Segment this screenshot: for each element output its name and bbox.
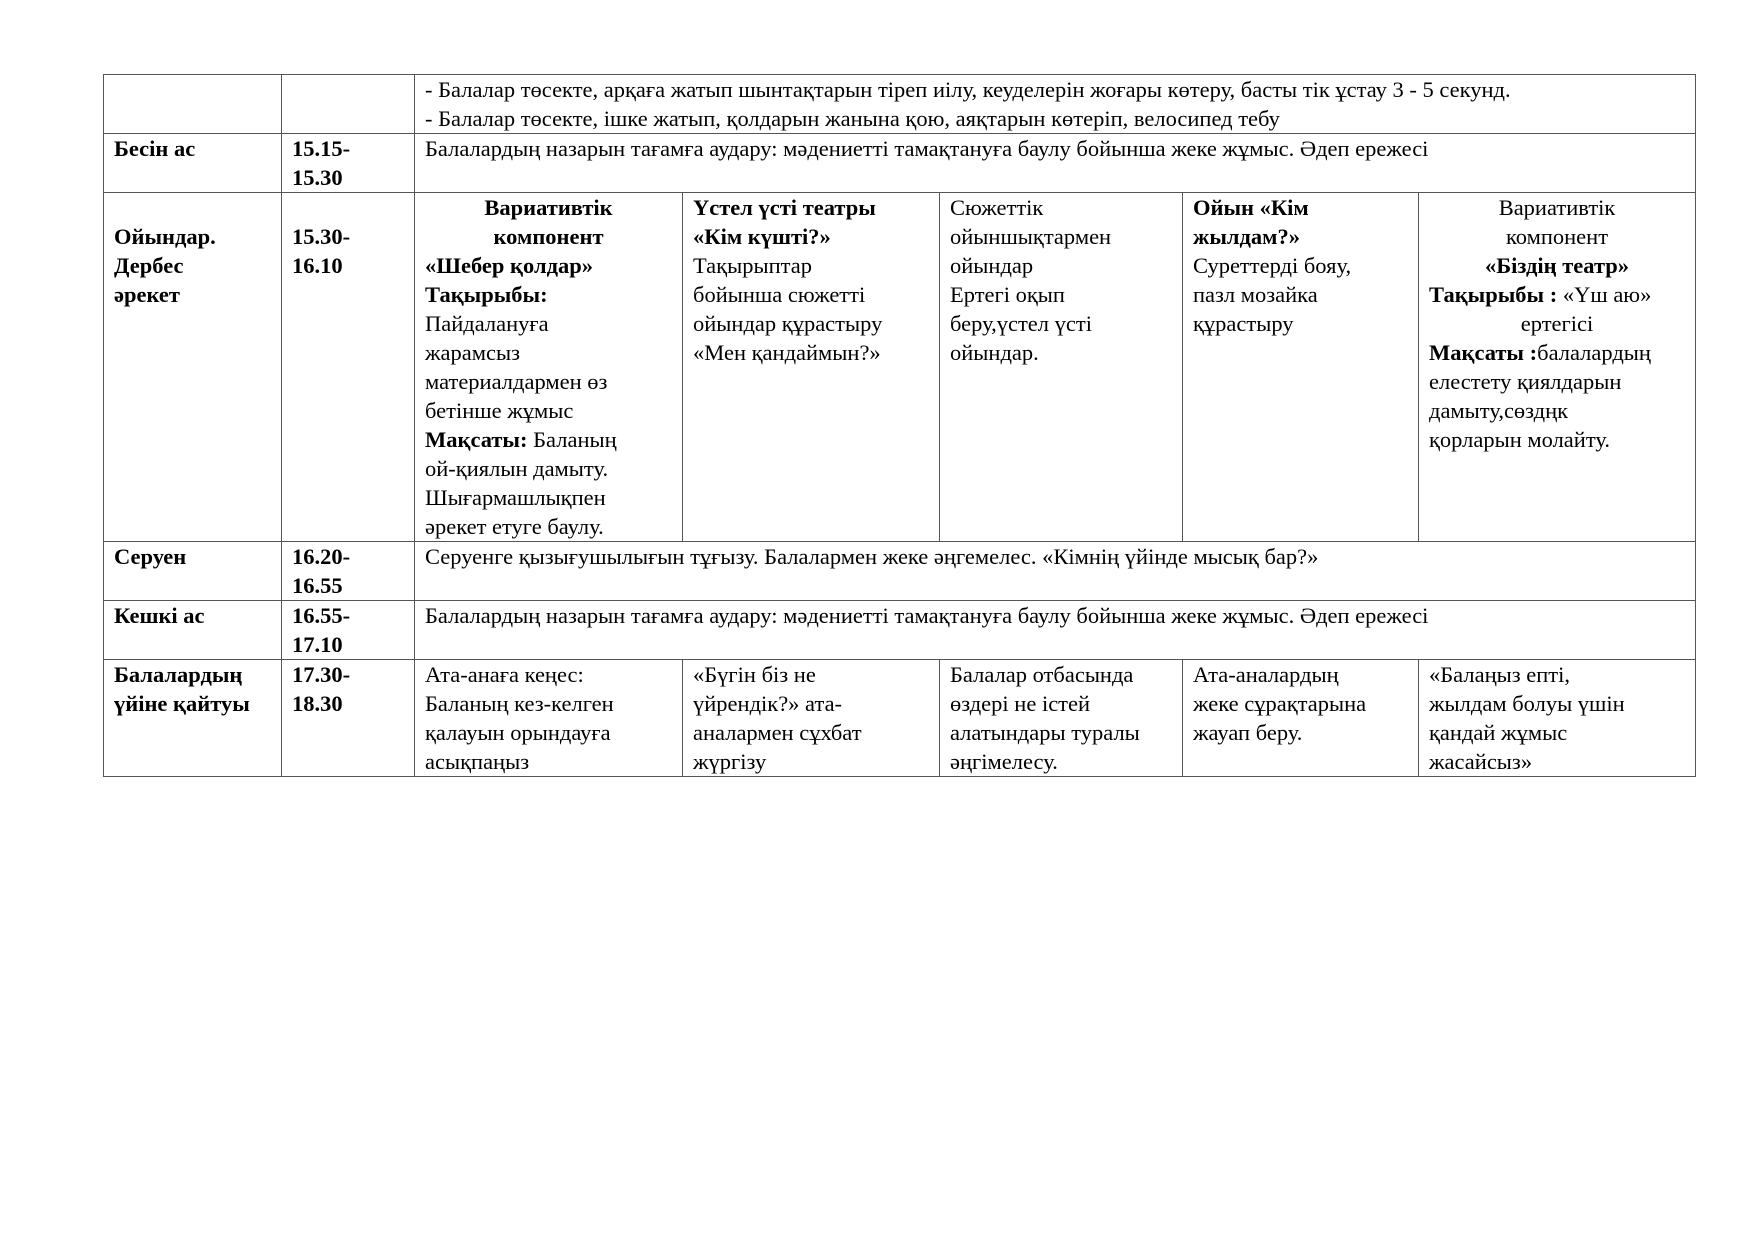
cell-line: әңгімелесу. bbox=[950, 749, 1058, 774]
cell-line: елестету қиялдарын bbox=[1429, 369, 1622, 394]
activity-cell-2 bbox=[683, 660, 940, 777]
cell-line: беру,үстел үсті bbox=[950, 311, 1092, 336]
cell-line: ойындар құрастыру bbox=[693, 311, 883, 336]
cell-line: Ата-аналардың bbox=[1193, 662, 1339, 687]
cell-line: Пайдалануға bbox=[425, 311, 549, 336]
schedule-table bbox=[103, 74, 1696, 777]
activity-cell-1 bbox=[415, 660, 683, 777]
cell-line: қандай жұмыс bbox=[1429, 720, 1568, 745]
cell-line: дамыту,сөздңк bbox=[1429, 398, 1569, 423]
cell-line: ойыншықтармен bbox=[950, 224, 1112, 249]
activity-content-cell bbox=[415, 601, 1696, 660]
table-row-oyindar bbox=[104, 193, 1696, 542]
cell-line: бетінше жұмыс bbox=[425, 398, 574, 423]
table-row-besin bbox=[104, 134, 1696, 193]
time-start: 16.20- bbox=[292, 544, 351, 569]
activity-cell-5 bbox=[1419, 660, 1696, 777]
cell-line: Вариативтік bbox=[1498, 195, 1616, 220]
activity-cell-3 bbox=[940, 660, 1183, 777]
cell-line: жылдам болуы үшін bbox=[1429, 691, 1625, 716]
cell-line: «Кім күшті?» bbox=[693, 224, 831, 249]
cell-line: компонент bbox=[493, 224, 604, 249]
cell-label: Мақсаты: bbox=[425, 427, 528, 452]
cell-line: Суреттерді бояу, bbox=[1193, 253, 1352, 278]
cell-line: «Балаңыз епті, bbox=[1429, 662, 1570, 687]
table-row-exercises bbox=[104, 75, 1696, 134]
activity-name-line-1: Ойындар. bbox=[114, 224, 216, 249]
cell-line: қалауын орындауға bbox=[425, 720, 611, 745]
activity-content-cell bbox=[415, 542, 1696, 601]
cell-line: Ертегі оқып bbox=[950, 282, 1065, 307]
activity-name-line-3: әрекет bbox=[114, 282, 180, 307]
cell-line: бойынша сюжетті bbox=[693, 282, 866, 307]
activity-name-line-2: Дербес bbox=[114, 253, 184, 278]
cell-line: Сюжеттік bbox=[950, 195, 1044, 220]
cell-line: жарамсыз bbox=[425, 340, 520, 365]
cell-line bbox=[425, 425, 672, 454]
time-cell bbox=[282, 542, 415, 601]
cell-line: Тақырыбы: bbox=[425, 282, 548, 307]
time-start: 17.30- bbox=[292, 662, 351, 687]
cell-line: «Бүгін біз не bbox=[693, 662, 816, 687]
time-start: 15.15- bbox=[292, 136, 351, 161]
table-row-uiine bbox=[104, 660, 1696, 777]
cell-line: Баланың кез-келген bbox=[425, 691, 614, 716]
cell-text: «Үш аю» bbox=[1557, 282, 1652, 307]
time-start: 16.55- bbox=[292, 603, 351, 628]
time-end: 18.30 bbox=[292, 691, 343, 716]
cell-line: алатындары туралы bbox=[950, 720, 1140, 745]
time-cell bbox=[282, 134, 415, 193]
cell-line: «Біздің театр» bbox=[1485, 253, 1630, 278]
activity-name: Кешкі ас bbox=[114, 603, 205, 628]
cell-line: ойындар bbox=[950, 253, 1034, 278]
activity-name-cell bbox=[104, 75, 282, 134]
cell-line: жауап беру. bbox=[1193, 720, 1303, 745]
cell-line: әрекет етуге баулу. bbox=[425, 514, 604, 539]
activity-name-cell bbox=[104, 542, 282, 601]
time-end: 16.55 bbox=[292, 573, 343, 598]
cell-label: Тақырыбы : bbox=[1429, 282, 1558, 307]
activity-text: Балалардың назарын тағамға аудару: мәдениетті тамақтануға баулу бойынша жеке жұмыс. Әдеп ережесі bbox=[425, 603, 1429, 628]
cell-line: жылдам?» bbox=[1193, 224, 1300, 249]
time-start: 15.30- bbox=[292, 224, 351, 249]
activity-name: Бесін ас bbox=[114, 136, 196, 161]
activity-cell-4 bbox=[1183, 660, 1419, 777]
activity-cell-3 bbox=[940, 193, 1183, 542]
cell-line: «Мен қандаймын?» bbox=[693, 340, 881, 365]
activity-content-cell bbox=[415, 75, 1696, 134]
cell-line: жүргізу bbox=[693, 749, 767, 774]
cell-line: ертегісі bbox=[1520, 311, 1594, 336]
time-cell bbox=[282, 75, 415, 134]
activity-text: Балалардың назарын тағамға аудару: мәдениетті тамақтануға баулу бойынша жеке жұмыс. Әдеп ережесі bbox=[425, 136, 1429, 161]
cell-line: Үстел үсті театры bbox=[693, 195, 876, 220]
cell-line: өздері не істей bbox=[950, 691, 1091, 716]
cell-line: «Шебер қолдар» bbox=[425, 253, 593, 278]
cell-line bbox=[1429, 338, 1685, 367]
activity-text: Серуенге қызығушылығын тұғызу. Балалармен жеке әңгемелес. «Кімнің үйінде мысық бар?» bbox=[425, 544, 1319, 569]
cell-text: балалардың bbox=[1537, 340, 1651, 365]
cell-line: асықпаңыз bbox=[425, 749, 530, 774]
cell-line: ой-қиялын дамыту. bbox=[425, 456, 609, 481]
cell-line: қорларын молайту. bbox=[1429, 427, 1610, 452]
cell-line: жасайсыз» bbox=[1429, 749, 1533, 774]
cell-label: Мақсаты : bbox=[1429, 340, 1538, 365]
table-row-keshki bbox=[104, 601, 1696, 660]
time-end: 16.10 bbox=[292, 253, 343, 278]
cell-line: материалдармен өз bbox=[425, 369, 608, 394]
activity-name-line-1: Балалардың bbox=[114, 662, 243, 687]
activity-content-cell bbox=[415, 134, 1696, 193]
cell-line: Ойын «Кім bbox=[1193, 195, 1309, 220]
time-cell bbox=[282, 660, 415, 777]
activity-cell-5 bbox=[1419, 193, 1696, 542]
cell-line: пазл мозайка bbox=[1193, 282, 1318, 307]
time-cell bbox=[282, 601, 415, 660]
cell-line: Балалар отбасында bbox=[950, 662, 1134, 687]
cell-line: Тақырыптар bbox=[693, 253, 812, 278]
table-row-seruen bbox=[104, 542, 1696, 601]
activity-name-cell bbox=[104, 134, 282, 193]
exercise-line-2: - Балалар төсекте, ішке жатып, қолдарын жанына қою, аяқтарын көтеріп, велосипед тебу bbox=[425, 106, 1280, 131]
cell-line: құрастыру bbox=[1193, 311, 1294, 336]
cell-line: Шығармашлықпен bbox=[425, 485, 606, 510]
activity-cell-1 bbox=[415, 193, 683, 542]
activity-name-cell bbox=[104, 660, 282, 777]
exercise-line-1: - Балалар төсекте, арқаға жатып шынтақтарын тіреп иілу, кеуделерін жоғары көтеру, басты тік ұстау 3 - 5 секунд. bbox=[425, 77, 1511, 102]
cell-line: аналармен сұхбат bbox=[693, 720, 862, 745]
cell-line: ойындар. bbox=[950, 340, 1039, 365]
cell-line: Ата-анаға кеңес: bbox=[425, 662, 584, 687]
cell-line: компонент bbox=[1505, 224, 1609, 249]
activity-cell-2 bbox=[683, 193, 940, 542]
activity-name-cell bbox=[104, 601, 282, 660]
time-cell bbox=[282, 193, 415, 542]
time-end: 17.10 bbox=[292, 632, 343, 657]
activity-name-cell bbox=[104, 193, 282, 542]
activity-name-line-2: үйіне қайтуы bbox=[114, 691, 250, 716]
cell-line bbox=[1429, 280, 1685, 309]
activity-name: Серуен bbox=[114, 544, 187, 569]
cell-line: үйрендік?» ата- bbox=[693, 691, 843, 716]
time-end: 15.30 bbox=[292, 165, 343, 190]
cell-line: Вариативтік bbox=[484, 195, 613, 220]
cell-text: Баланың bbox=[527, 427, 617, 452]
cell-line: жеке сұрақтарына bbox=[1193, 691, 1367, 716]
activity-cell-4 bbox=[1183, 193, 1419, 542]
